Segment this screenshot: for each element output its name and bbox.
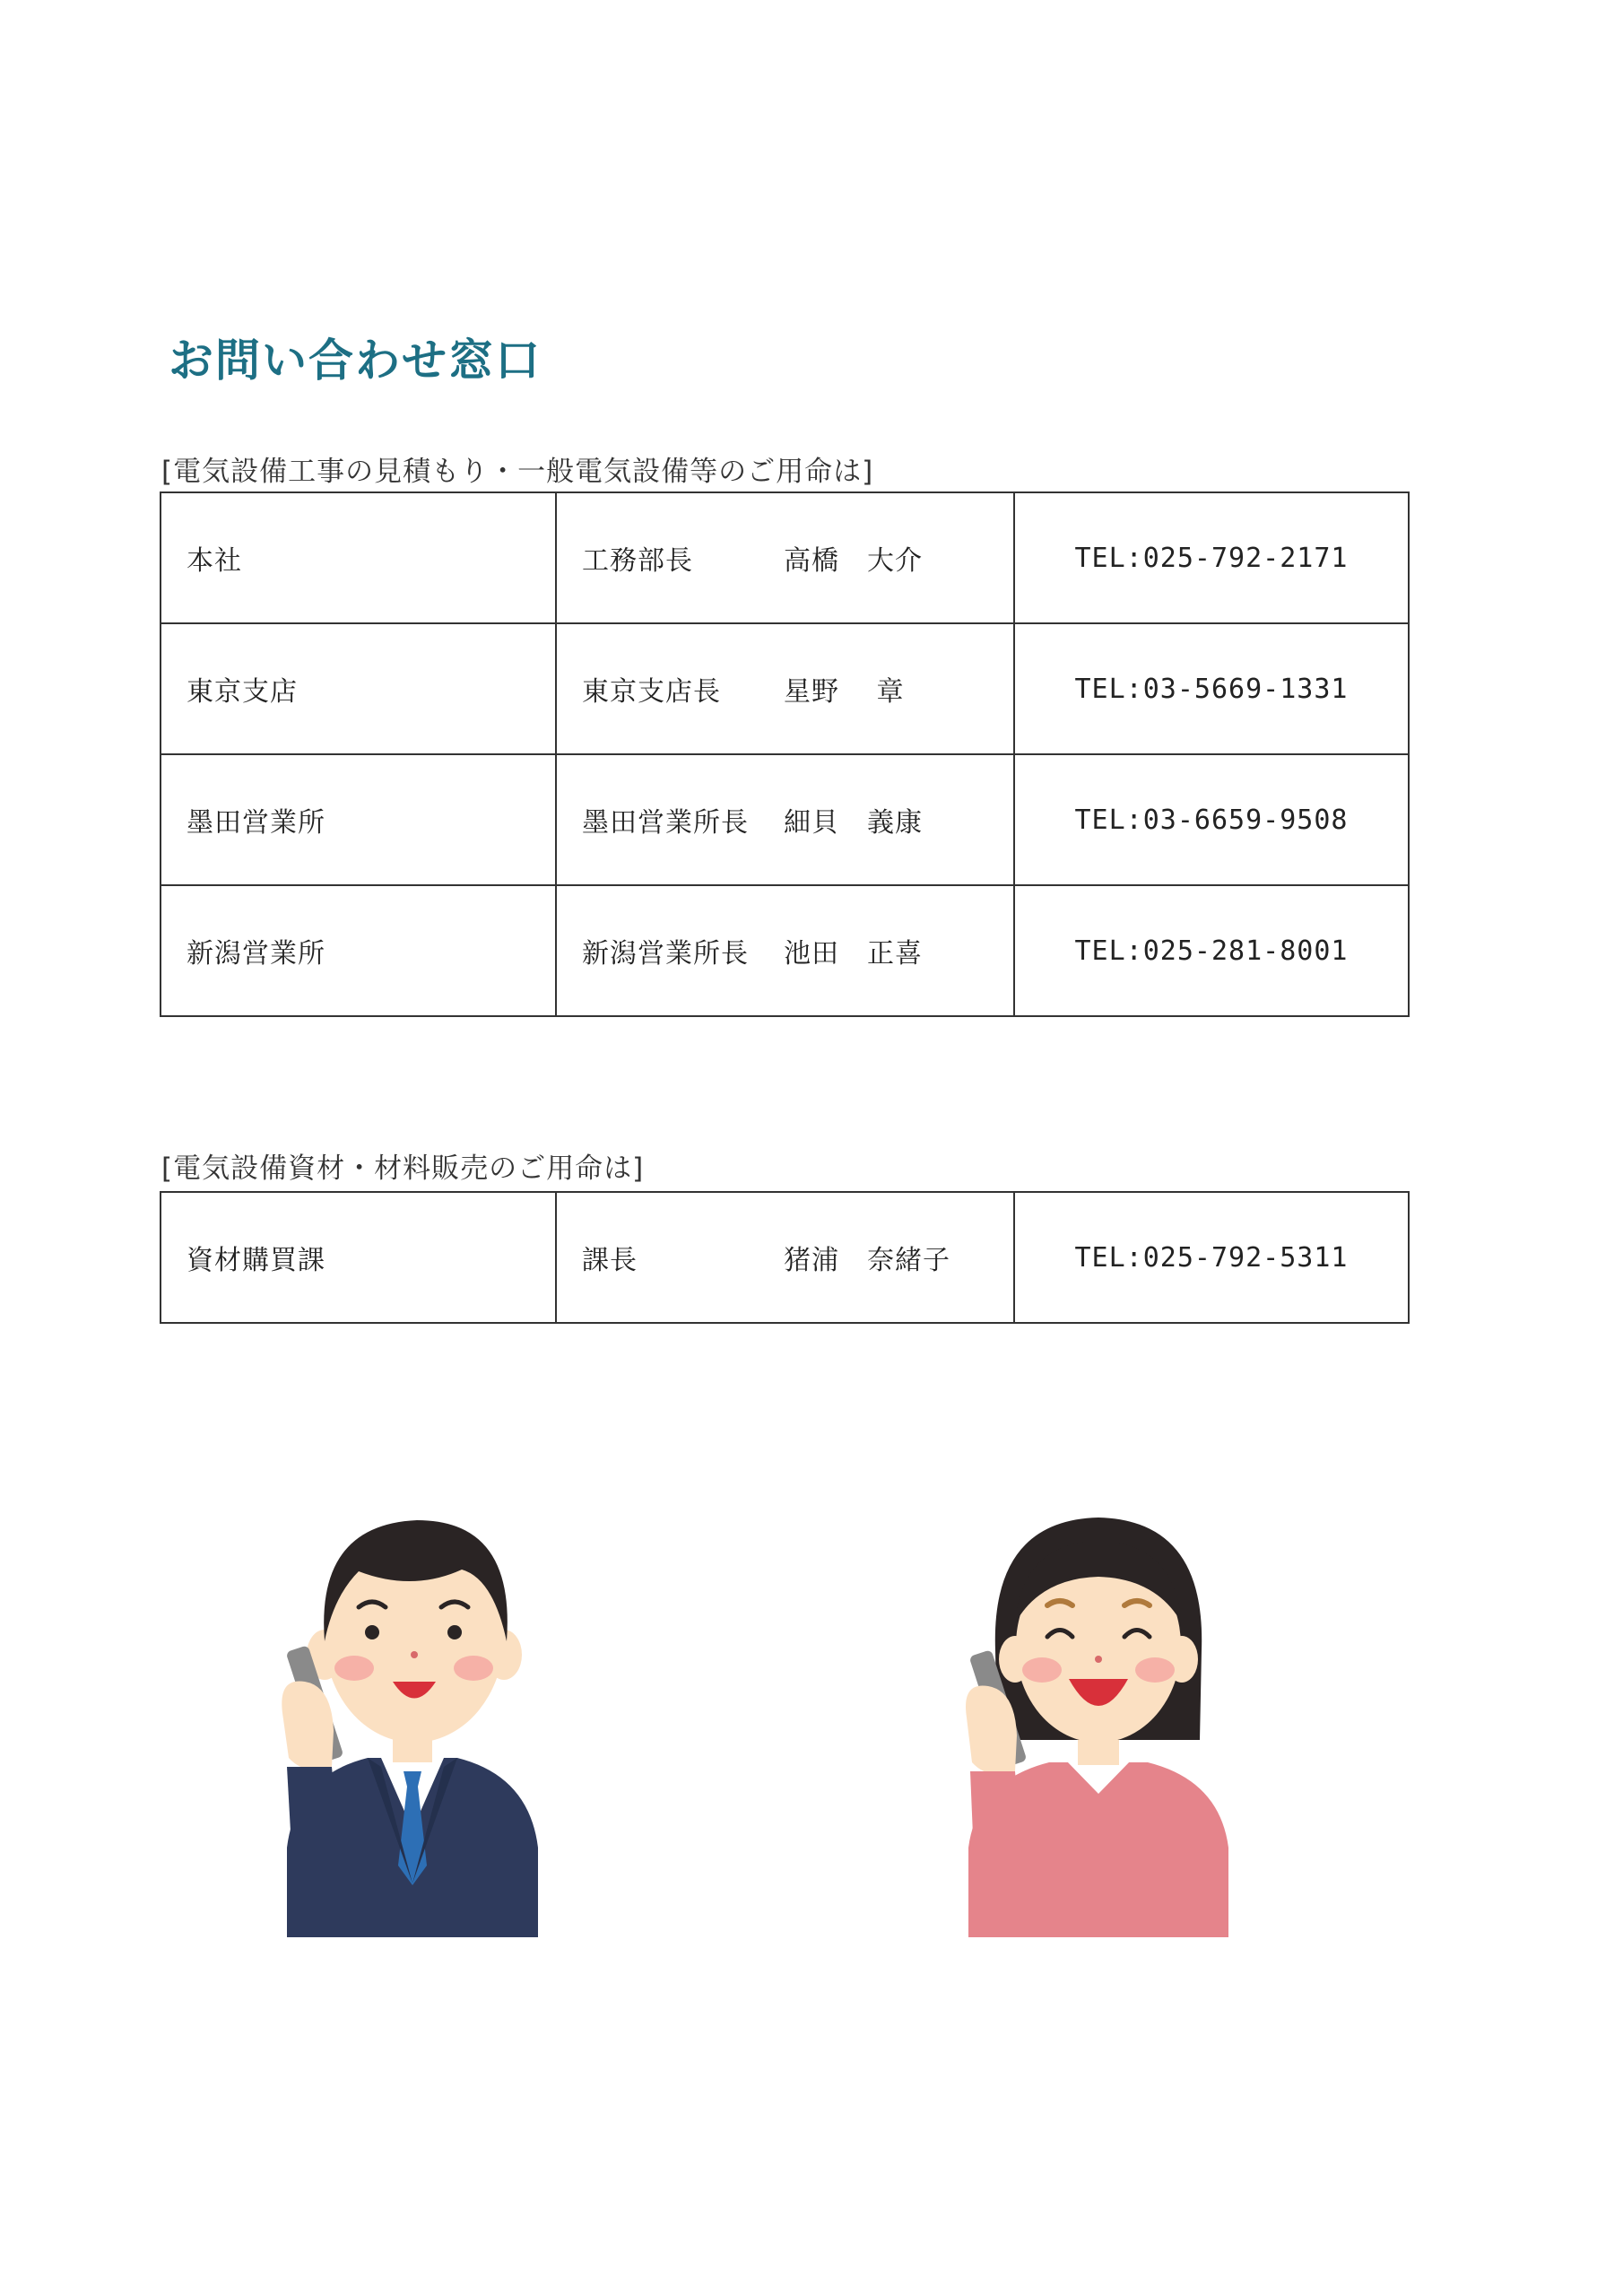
phone-cell: TEL:025-792-5311 (1014, 1192, 1409, 1323)
office-cell: 新潟営業所 (161, 885, 556, 1016)
person-cell (556, 1192, 1014, 1323)
phone-cell: TEL:03-5669-1331 (1014, 623, 1409, 754)
phone-cell: TEL:025-792-2171 (1014, 492, 1409, 623)
person-cell (556, 885, 1014, 1016)
person-name: 猪浦 奈緒子 (784, 1245, 950, 1276)
person-role: 課長 (582, 1245, 638, 1276)
contact-table-materials (160, 1191, 1410, 1324)
office-cell: 資材購買課 (161, 1192, 556, 1323)
woman-on-phone-icon (950, 1471, 1246, 1937)
person-role: 新潟営業所長 (582, 938, 749, 970)
person-role: 墨田営業所長 (582, 807, 749, 839)
page-title: お問い合わせ窓口 (169, 335, 542, 387)
person-role: 東京支店長 (582, 676, 721, 708)
person-name: 星野 章 (784, 676, 905, 708)
phone-cell: TEL:03-6659-9508 (1014, 754, 1409, 885)
office-cell: 東京支店 (161, 623, 556, 754)
table-row (161, 885, 1409, 1016)
person-name: 池田 正喜 (784, 938, 923, 970)
person-name: 高橋 大介 (784, 545, 923, 577)
table-row (161, 623, 1409, 754)
businessman-on-phone-icon (269, 1471, 556, 1937)
section-caption-construction: [電気設備工事の見積もり・一般電気設備等のご用命は] (161, 456, 874, 488)
table-row (161, 492, 1409, 623)
phone-cell: TEL:025-281-8001 (1014, 885, 1409, 1016)
contact-table-construction (160, 491, 1410, 1017)
person-role: 工務部長 (582, 545, 693, 577)
office-cell: 本社 (161, 492, 556, 623)
person-cell (556, 623, 1014, 754)
section-caption-materials: [電気設備資材・材料販売のご用命は] (161, 1152, 645, 1185)
person-name: 細貝 義康 (784, 807, 923, 839)
person-cell (556, 754, 1014, 885)
table-row (161, 754, 1409, 885)
office-cell: 墨田営業所 (161, 754, 556, 885)
person-cell (556, 492, 1014, 623)
table-row (161, 1192, 1409, 1323)
